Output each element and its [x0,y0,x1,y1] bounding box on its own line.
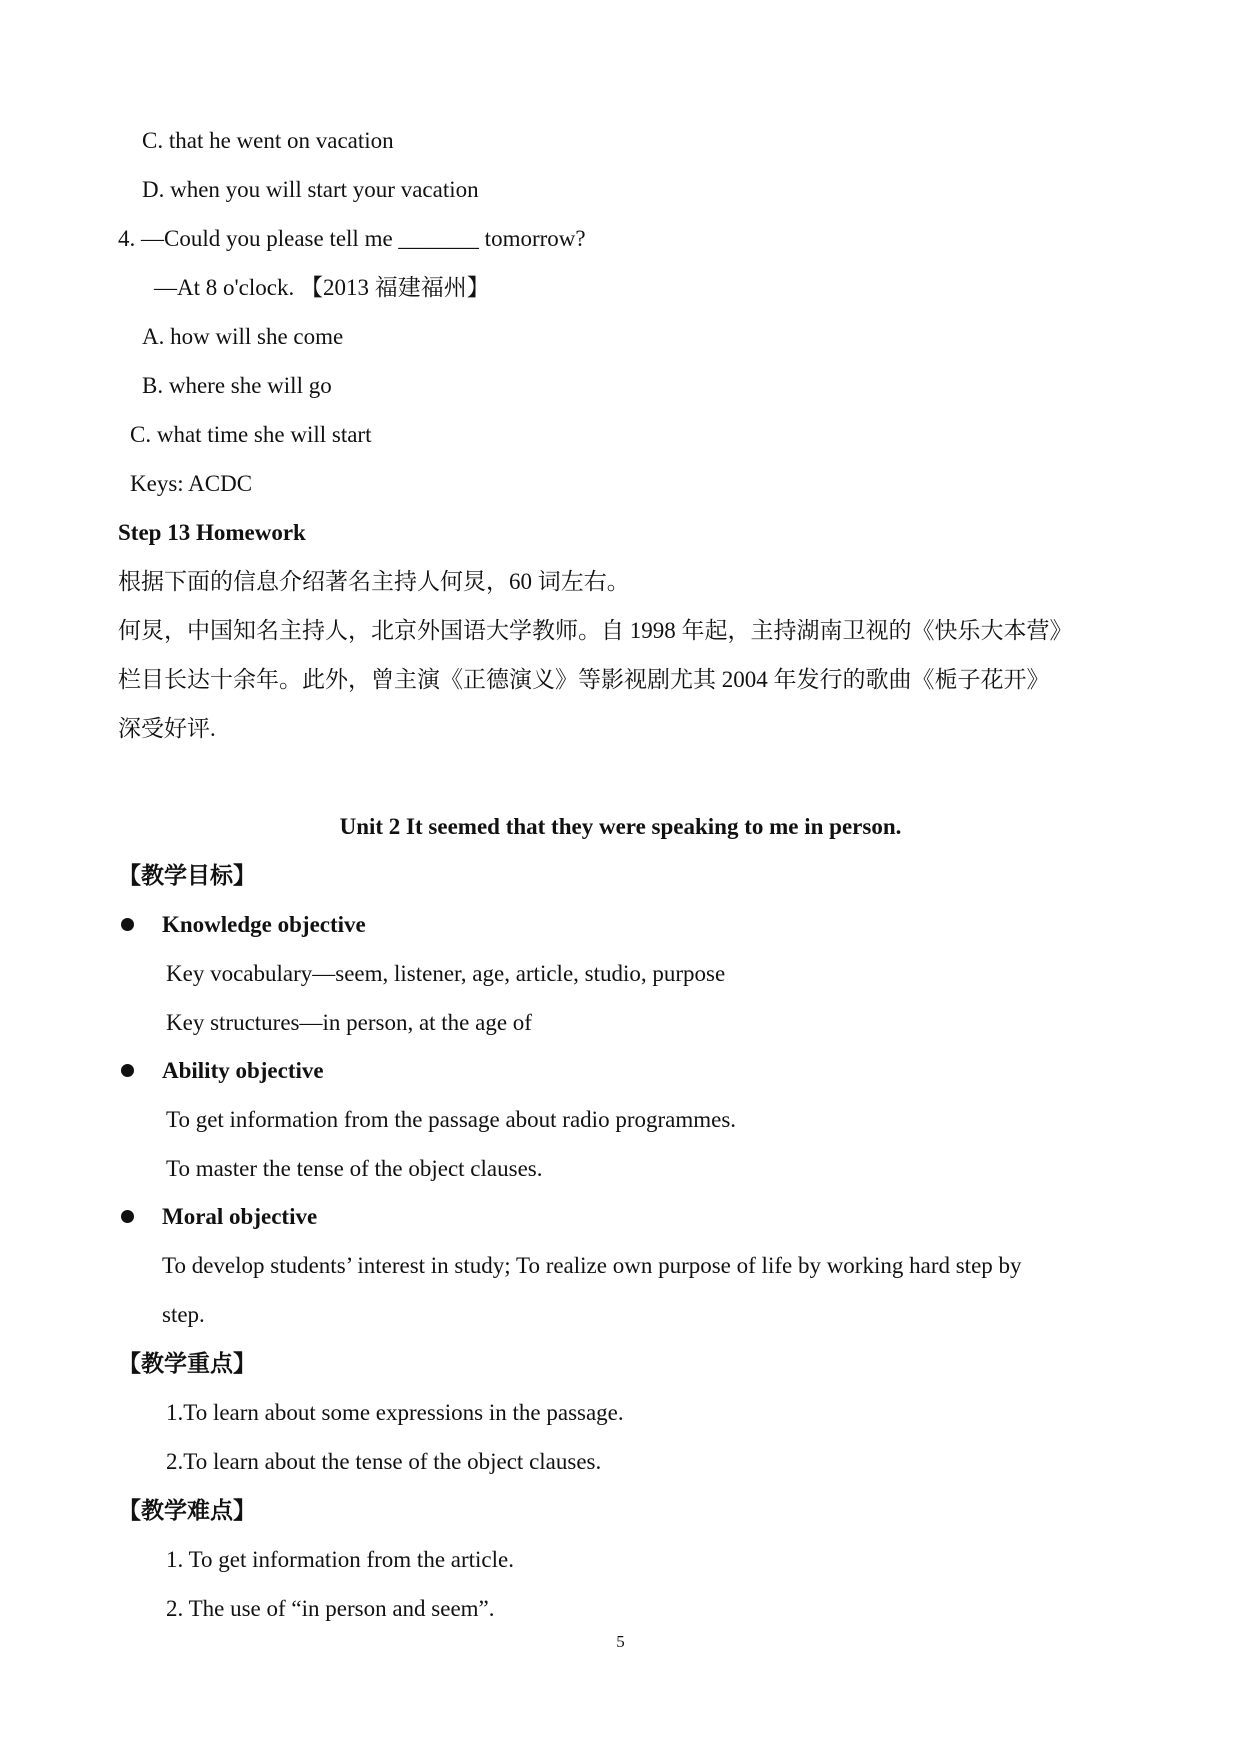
difficult-point-2: 2. The use of “in person and seem”. [166,1596,495,1621]
answer-keys: Keys: ACDC [130,471,253,496]
moral-objective-line-1: To develop students’ interest in study; To realize own purpose of life by working hard step by [162,1253,1022,1278]
moral-objective-line-2: step. [162,1302,205,1327]
q4-option-a: A. how will she come [142,324,344,349]
homework-paragraph-line-2: 栏目长达十余年。此外，曾主演《正德演义》等影视剧尤其 2004 年发行的歌曲《栀子花开》 [118,667,1050,692]
difficult-points-heading: 【教学难点】 [118,1498,256,1523]
q4-answer-line: —At 8 o'clock. 【2013 福建福州】 [154,275,490,300]
bullet-icon [121,1064,134,1077]
ability-objective-line-2: To master the tense of the object clauses. [166,1156,543,1181]
key-points-heading: 【教学重点】 [118,1351,256,1376]
q4-option-b: B. where she will go [142,373,332,398]
homework-heading: Step 13 Homework [118,520,306,545]
unit-title: Unit 2 It seemed that they were speaking to me in person. [339,814,902,839]
homework-paragraph-line-1: 何炅，中国知名主持人，北京外国语大学教师。自 1998 年起，主持湖南卫视的《快乐大本营》 [118,618,1073,643]
knowledge-objective-title: Knowledge objective [162,912,366,937]
ability-objective-line-1: To get information from the passage about radio programmes. [166,1107,737,1132]
key-point-1: 1.To learn about some expressions in the passage. [166,1400,624,1425]
objectives-heading: 【教学目标】 [118,863,256,888]
q3-option-c: C. that he went on vacation [142,128,394,153]
knowledge-structures: Key structures—in person, at the age of [166,1010,532,1035]
q4-question: 4. —Could you please tell me _______ tomorrow? [118,226,586,251]
bullet-icon [121,1210,134,1223]
q3-option-d: D. when you will start your vacation [142,177,479,202]
q4-option-c: C. what time she will start [130,422,372,447]
ability-objective-title: Ability objective [162,1058,324,1083]
knowledge-vocabulary: Key vocabulary—seem, listener, age, article, studio, purpose [166,961,726,986]
homework-paragraph-line-3: 深受好评. [118,716,216,741]
homework-instruction: 根据下面的信息介绍著名主持人何炅，60 词左右。 [118,569,630,594]
difficult-point-1: 1. To get information from the article. [166,1547,514,1572]
moral-objective-title: Moral objective [162,1204,318,1229]
page-number: 5 [616,1632,625,1651]
key-point-2: 2.To learn about the tense of the object clauses. [166,1449,602,1474]
bullet-icon [121,918,134,931]
